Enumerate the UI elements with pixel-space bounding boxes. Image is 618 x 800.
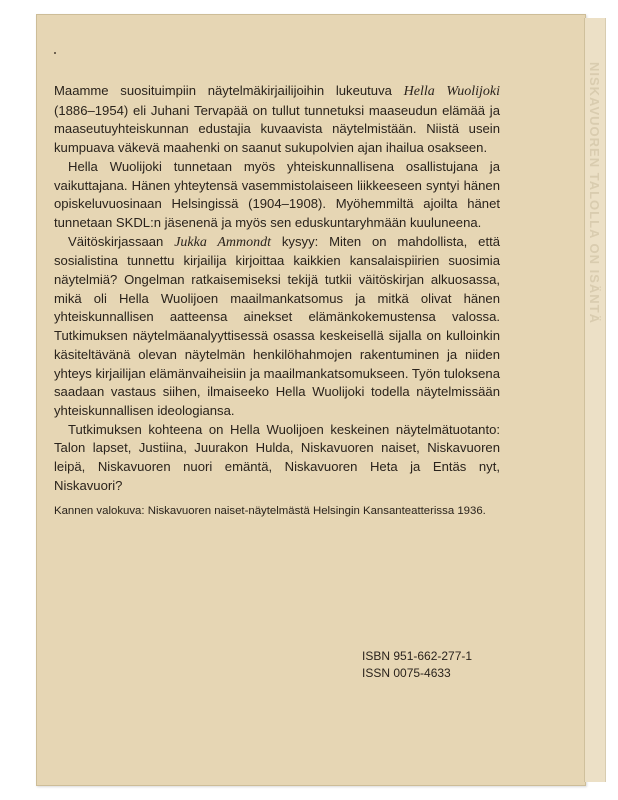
- blurb-paragraph-1: [54, 82, 500, 158]
- blurb-paragraph-2: Hella Wuolijoki tunnetaan myös yhteiskunnallisena osallistujana ja vaikuttajana. Hänen yhteytensä vasemmistolaiseen liikkeeseen syntyi hänen opiskeluvuosinaan Helsingissä (1904–1908). Myöhemmiltä ajoilta hänet tunnetaan SKDL:n jäsenenä ja myös sen eduskuntaryhmään kuuluneena.: [54, 158, 500, 230]
- blurb-p1-text-b: (1886–1954) eli Juhani Tervapää on tullut tunnetuksi maaseudun elämää ja maaseutuyhteiskunnan edustajia kuvaavista näytelmistään. Niistä usein kumpuava väkevä maahenki on saanut sukupolvien ajan ihailua osakseen.: [54, 102, 500, 156]
- isbn-block: [362, 648, 472, 682]
- blurb-p1-text-a: Maamme suosituimpiin näytelmäkirjailijoihin lukeutuva: [54, 83, 392, 98]
- researcher-name: Jukka Ammondt: [174, 234, 271, 250]
- book-spine: [584, 18, 606, 782]
- blurb-paragraph-4: Tutkimuksen kohteena on Hella Wuolijoen keskeinen näytelmätuotanto: Talon lapset, Justiina, Juurakon Hulda, Niskavuoren naiset, Niskavuoren leipä, Niskavuoren nuori emäntä, Niskavuoren Heta ja Entäs nyt, Niskavuori?: [54, 421, 500, 493]
- issn-number: ISSN 0075-4633: [362, 666, 451, 680]
- print-speck: [54, 52, 56, 54]
- photo-caption: Kannen valokuva: Niskavuoren naiset-näytelmästä Helsingin Kansanteatterissa 1936.: [54, 505, 486, 517]
- isbn-number: ISBN 951-662-277-1: [362, 649, 473, 663]
- spine-title: NISKAVUOREN TALOLLA ON ISÄNTÄ: [587, 62, 602, 325]
- author-name: Hella Wuolijoki: [403, 84, 501, 99]
- blurb-p3-text-b: kysyy: Miten on mahdollista, että sosialistina tunnettu kirjailija kirjoittaa kaikkien kansalaispiirien suosimia näytelmiä? Ongelman ratkaisemiseksi tekijä tutkii väitöskirjan alkuosassa, mikä oli Hella Wuolijoen maailmankatsomus ja mitkä olivat hänen yhteiskunnallisen aatteensa ainekset elämänkokemustensa valossa. Tutkimuksen näytelmäanalyyttisessä osassa keskeisellä sijalla on kulloinkin käsiteltävänä olevan näytelmän henkilöhahmojen rakentuminen ja niiden yhteys kirjailijan elämänvaiheisiin ja maailmankatsomukseen. Työn tuloksena saadaan vastaus siihen, ilmaiseeko Hella Wuolijoki todella näytelmissään yhteiskunnallisen ideologiansa.: [54, 233, 500, 418]
- cover-blurb: [54, 82, 500, 495]
- blurb-paragraph-3: [54, 233, 500, 421]
- blurb-p3-text-a: Väitöskirjassaan: [68, 233, 164, 249]
